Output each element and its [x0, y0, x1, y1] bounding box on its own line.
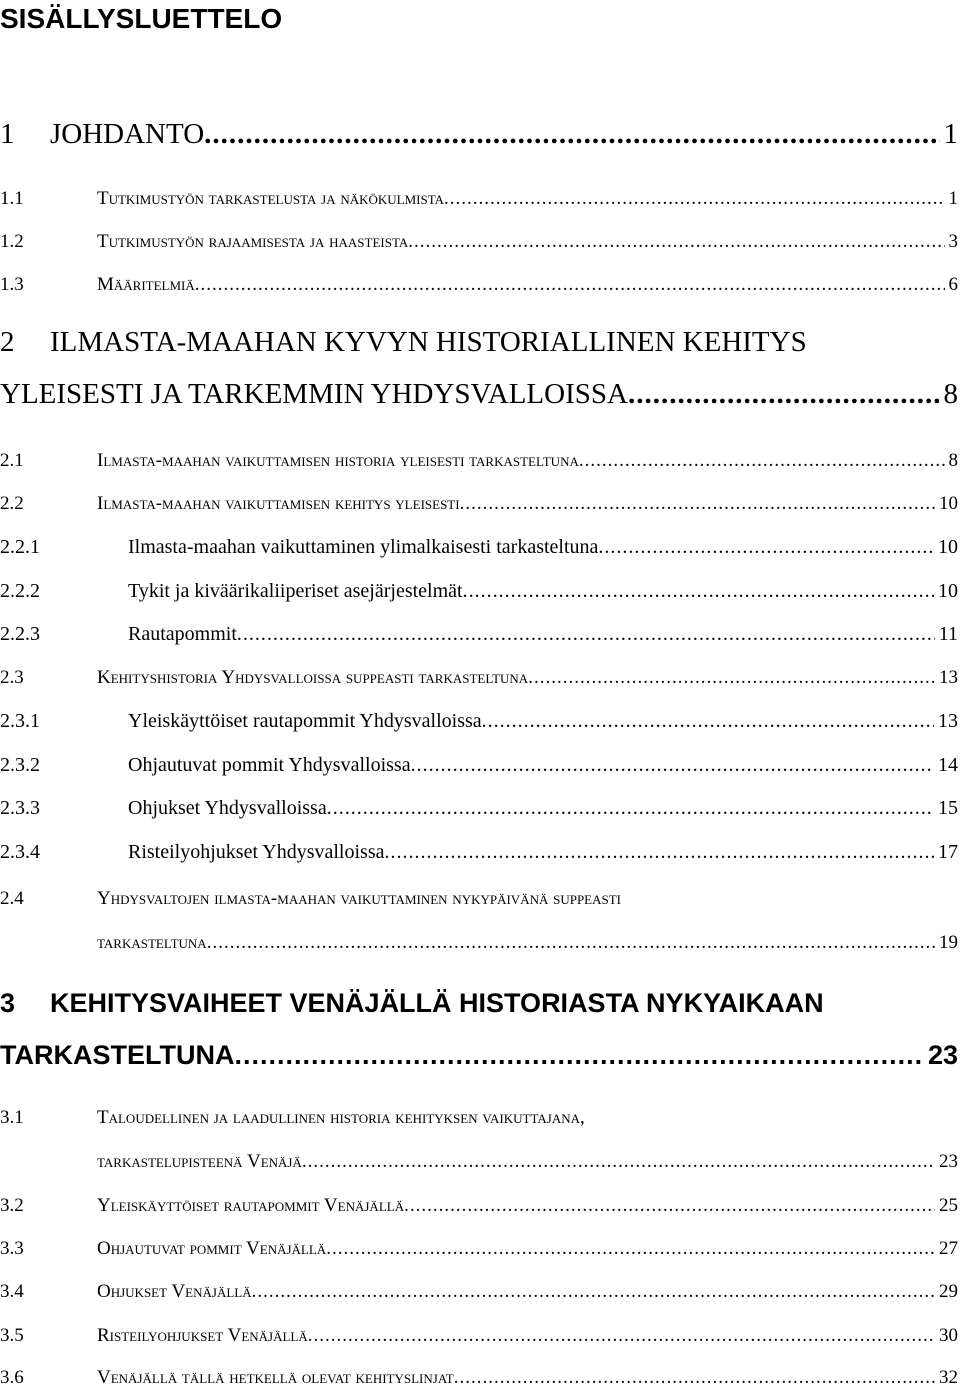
leader-dots: [482, 710, 934, 733]
leader-dots: [454, 1367, 935, 1389]
toc-title-continued: tarkasteltuna: [97, 932, 207, 953]
toc-page: 10: [938, 536, 958, 558]
toc-number: 2.3.1: [0, 710, 40, 732]
toc-title: Ohjukset Yhdysvalloissa: [128, 797, 327, 819]
toc-number: 2.2.3: [0, 623, 40, 645]
toc-number: 1.2: [0, 231, 24, 252]
toc-number: 2.2: [0, 493, 24, 514]
toc-title-continued: tarkastelupisteenä Venäjä: [97, 1151, 302, 1172]
toc-title-continued: YLEISESTI JA TARKEMMIN YHDYSVALLOISSA: [0, 378, 628, 410]
toc-page: 13: [938, 710, 958, 732]
toc-number: 2.1: [0, 450, 24, 471]
toc-title: Tutkimustyön tarkastelusta ja näkökulmista: [97, 188, 445, 209]
toc-entry-2-3-3[interactable]: [0, 797, 958, 820]
toc-entry-2-2-1[interactable]: [0, 536, 958, 559]
toc-entry-2-2[interactable]: [0, 493, 958, 515]
toc-title: ILMASTA-MAAHAN KYVYN HISTORIALLINEN KEHITYS: [50, 326, 807, 358]
toc-title-continued: TARKASTELTUNA: [0, 1040, 235, 1070]
leader-dots: [411, 754, 934, 777]
toc-title: Ohjautuvat pommit Yhdysvalloissa: [128, 754, 411, 776]
toc-number: 1.1: [0, 188, 24, 209]
leader-dots: [598, 536, 934, 559]
leader-dots: [384, 841, 934, 864]
toc-entry-3-1-continued[interactable]: [97, 1151, 958, 1173]
toc-number: 3.6: [0, 1367, 24, 1388]
toc-entry-3-2[interactable]: [0, 1195, 958, 1217]
toc-number: 3.3: [0, 1238, 24, 1259]
toc-number: 2.3.2: [0, 754, 40, 776]
toc-title: Taloudellinen ja laadullinen historia kehityksen vaikuttajana,: [97, 1107, 585, 1128]
toc-title: Tykit ja kiväärikaliiperiset asejärjestelmät: [128, 580, 463, 602]
toc-title: Ilmasta-maahan vaikuttamisen kehitys yleisesti: [97, 493, 460, 514]
toc-title: Yhdysvaltojen ilmasta-maahan vaikuttaminen nykypäivänä suppeasti: [97, 888, 622, 909]
leader-dots: [579, 450, 945, 472]
toc-entry-1-3[interactable]: [0, 274, 958, 296]
toc-title: KEHITYSVAIHEET VENÄJÄLLÄ HISTORIASTA NYKYAIKAAN: [50, 988, 824, 1018]
toc-number: 2.2.2: [0, 580, 40, 602]
toc-entry-1[interactable]: [0, 118, 958, 151]
toc-entry-3-continued[interactable]: [0, 1040, 958, 1071]
toc-entry-2-2-3[interactable]: [0, 623, 958, 646]
toc-number: 3.2: [0, 1195, 24, 1216]
toc-title: Ohjukset Venäjällä: [97, 1281, 252, 1302]
toc-number: 2.3.3: [0, 797, 40, 819]
toc-number: 2.2.1: [0, 536, 40, 558]
toc-number: 2.4: [0, 888, 24, 909]
toc-page: 23: [939, 1151, 958, 1172]
toc-page: 14: [938, 754, 958, 776]
toc-title: Venäjällä tällä hetkellä olevat kehityslinjat: [97, 1367, 454, 1388]
leader-dots: [408, 231, 944, 253]
toc-entry-2-continued[interactable]: [0, 378, 958, 411]
toc-page: 15: [938, 797, 958, 819]
toc-page: 19: [939, 932, 958, 953]
toc-page: 1: [948, 188, 958, 209]
toc-title: Rautapommit: [128, 623, 237, 645]
toc-page: 10: [938, 580, 958, 602]
toc-entry-3-1[interactable]: [0, 1107, 958, 1129]
toc-page: 25: [939, 1195, 958, 1216]
toc-title: JOHDANTO: [50, 118, 205, 150]
toc-page: 30: [939, 1325, 958, 1346]
toc-entry-2-3-4[interactable]: [0, 841, 958, 864]
toc-title: Risteilyohjukset Venäjällä: [97, 1325, 308, 1346]
leader-dots: [628, 378, 940, 411]
leader-dots: [460, 493, 935, 515]
toc-entry-2-4[interactable]: [0, 888, 958, 910]
leader-dots: [444, 188, 944, 210]
toc-page: 11: [938, 623, 958, 645]
toc-page: 10: [939, 493, 958, 514]
toc-entry-1-2[interactable]: [0, 231, 958, 253]
toc-number: 2.3: [0, 667, 24, 688]
toc-entry-2-2-2[interactable]: [0, 580, 958, 603]
toc-entry-3[interactable]: [0, 988, 958, 1019]
toc-entry-2-1[interactable]: [0, 450, 958, 472]
toc-entry-2-3-2[interactable]: [0, 754, 958, 777]
leader-dots: [404, 1195, 935, 1217]
toc-number: 1.3: [0, 274, 24, 295]
toc-entry-1-1[interactable]: [0, 188, 958, 210]
toc-page: 29: [939, 1281, 958, 1302]
toc-page: 6: [948, 274, 958, 295]
toc-entry-3-5[interactable]: [0, 1325, 958, 1347]
toc-title: Risteilyohjukset Yhdysvalloissa: [128, 841, 385, 863]
leader-dots: [528, 667, 935, 689]
toc-title: Ilmasta-maahan vaikuttaminen ylimalkaisesti tarkasteltuna: [128, 536, 599, 558]
toc-entry-2-3-1[interactable]: [0, 710, 958, 733]
leader-dots: [326, 1238, 935, 1260]
toc-entry-2-3[interactable]: [0, 667, 958, 689]
leader-dots: [207, 932, 935, 954]
toc-entry-3-3[interactable]: [0, 1238, 958, 1260]
toc-title: Määritelmiä: [97, 274, 195, 295]
leader-dots: [252, 1281, 935, 1303]
toc-page: 3: [948, 231, 958, 252]
toc-title: Ohjautuvat pommit Venäjällä: [97, 1238, 327, 1259]
leader-dots: [234, 1040, 923, 1071]
toc-title: Ilmasta-maahan vaikuttamisen historia yleisesti tarkasteltuna: [97, 450, 579, 471]
leader-dots: [463, 580, 934, 603]
leader-dots: [195, 274, 945, 296]
toc-number: 3: [0, 988, 16, 1018]
leader-dots: [302, 1151, 935, 1173]
toc-title: Kehityshistoria Yhdysvalloissa suppeasti tarkasteltuna: [97, 667, 529, 688]
leader-dots: [327, 797, 934, 820]
toc-number: 3.1: [0, 1107, 24, 1128]
toc-entry-2[interactable]: [0, 326, 958, 359]
toc-title: Tutkimustyön rajaamisesta ja haasteista: [97, 231, 409, 252]
toc-number: 2.3.4: [0, 841, 40, 863]
leader-dots: [308, 1325, 935, 1347]
toc-number: 3.4: [0, 1281, 24, 1302]
page-title: SISÄLLYSLUETTELO: [0, 3, 283, 34]
toc-page: 13: [939, 667, 958, 688]
toc-page: 1: [943, 118, 958, 150]
toc-page: 8: [943, 378, 958, 410]
toc-page: 27: [939, 1238, 958, 1259]
toc-page: 32: [939, 1367, 958, 1388]
toc-page: 23: [927, 1040, 958, 1070]
toc-number: 2: [0, 326, 15, 358]
toc-number: 3.5: [0, 1325, 24, 1346]
leader-dots: [204, 118, 939, 151]
toc-title: Yleiskäyttöiset rautapommit Yhdysvalloissa: [128, 710, 482, 732]
toc-number: 1: [0, 118, 15, 150]
toc-entry-2-4-continued[interactable]: [97, 932, 958, 954]
toc-title: Yleiskäyttöiset rautapommit Venäjällä: [97, 1195, 405, 1216]
toc-page: 17: [938, 841, 958, 863]
toc-page: 8: [948, 450, 958, 471]
toc-entry-3-4[interactable]: [0, 1281, 958, 1303]
toc-entry-3-6[interactable]: [0, 1367, 958, 1389]
leader-dots: [237, 623, 935, 646]
